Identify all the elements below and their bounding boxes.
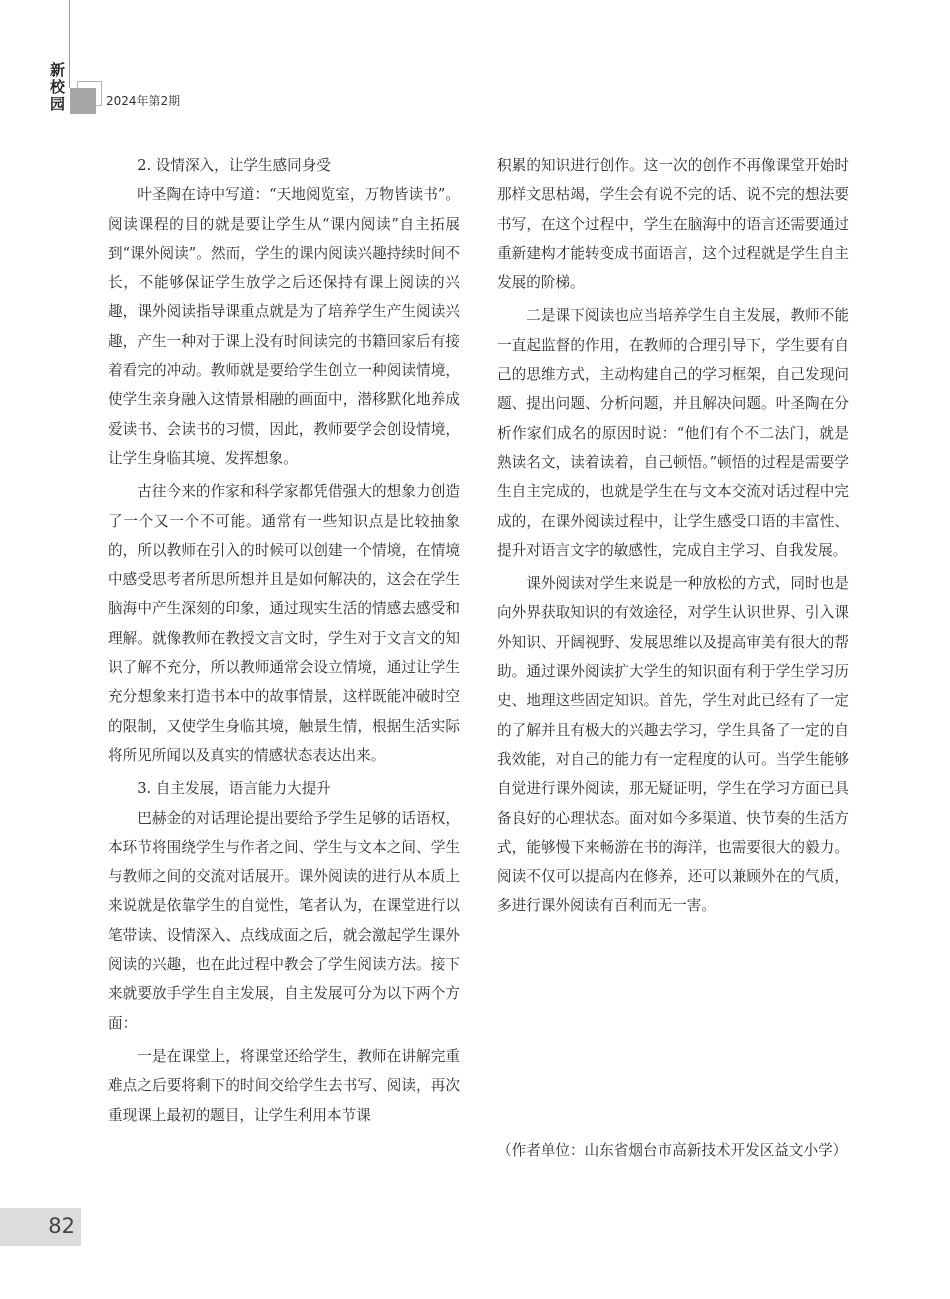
brand-char: 园 — [50, 95, 66, 113]
issue-label: 2024年第2期 — [106, 94, 181, 108]
brand-char: 校 — [50, 78, 66, 96]
section-heading: 2. 设情深入，让学生感同身受 — [137, 157, 331, 174]
header-rule — [69, 0, 70, 88]
brand-char: 新 — [50, 61, 66, 79]
page-number: 82 — [48, 1214, 75, 1238]
page-number-box — [0, 1208, 81, 1246]
paragraph: 巴赫金的对话理论提出要给予学生足够的话语权，本环节将围绕学生与作者之间、学生与文本之间、学生与教师之间的交流对话展开。课外阅读的进行从本质上来说就是依靠学生的自觉性，笔者认为，在课堂进行以笔带读、设情深入、点线成面之后，就会激起学生课外阅读的兴趣，也在此过程中教会了学生阅读方法。接下来就要放手学生自主发展，自主发展可分为以下两个方面： — [108, 809, 460, 1032]
section-heading: 3. 自主发展，语言能力大提升 — [137, 780, 331, 798]
paragraph: 二是课下阅读也应当培养学生自主发展，教师不能一直起监督的作用，在教师的合理引导下，学生要有自己的思维方式，主动构建自己的学习框架，自己发现问题、提出问题、分析问题，并且解决问题。叶圣陶在分析作家们成名的原因时说：“他们有个不二法门，就是熟读名文，读着读着，自己顿悟。”顿悟的过程是需要学生自主完成的，也就是学生在与文本交流对话过程中完成的，在课外阅读过程中，让学生感受口语的丰富性、提升对语言文字的敏感性，完成自主学习、自我发展。 — [497, 307, 849, 559]
paragraph-continued: 积累的知识进行创作。这一次的创作不再像课堂开始时那样文思枯竭，学生会有说不完的话、说不完的想法要书写，在这个过程中，学生在脑海中的语言还需要通过重新建构才能转变成书面语言，这个过程就是学生自主发展的阶梯。 — [497, 157, 849, 292]
paragraph: 课外阅读对学生来说是一种放松的方式，同时也是向外界获取知识的有效途径，对学生认识世界、引入课外知识、开阔视野、发展思维以及提高审美有很大的帮助。通过课外阅读扩大学生的知识面有利于学生学习历史、地理这些固定知识。首先，学生对此已经有了一定的了解并且有极大的兴趣去学习，学生具备了一定的自我效能，对自己的能力有一定程度的认可。当学生能够自觉进行课外阅读，那无疑证明，学生在学习方面已具备良好的心理状态。面对如今多渠道、快节奏的生活方式，能够慢下来畅游在书的海洋，也需要很大的毅力。阅读不仅可以提高内在修养，还可以兼顾外在的气质，多进行课外阅读有百利而无一害。 — [497, 575, 849, 915]
paragraph: 古往今来的作家和科学家都凭借强大的想象力创造了一个又一个不可能。通常有一些知识点是比较抽象的，所以教师在引入的时候可以创建一个情境，在情境中感受思考者所思所想并且是如何解决的，这会在学生脑海中产生深刻的印象，通过现实生活的情感去感受和理解。就像教师在教授文言文时，学生对于文言文的知识了解不充分，所以教师通常会设立情境，通过让学生充分想象来打造书本中的故事情景，这样既能冲破时空的限制，又使学生身临其境，触景生情，根据生活实际将所见所闻以及真实的情感状态表达出来。 — [108, 483, 460, 764]
paragraph: 叶圣陶在诗中写道：“天地阅览室，万物皆读书”。阅读课程的目的就是要让学生从“课内阅读”自主拓展到“课外阅读”。然而，学生的课内阅读兴趣持续时间不长，不能够保证学生放学之后还保持有课上阅读的兴趣，课外阅读指导课重点就是为了培养学生产生阅读兴趣，产生一种对于课上没有时间读完的书籍回家后有接着看完的冲动。教师就是要给学生创立一种阅读情境，使学生亲身融入这情景相融的画面中，潜移默化地养成爱读书、会读书的习惯，因此，教师要学会创设情境，让学生身临其境、发挥想象。 — [108, 186, 460, 467]
right-column — [497, 151, 849, 925]
paragraph: 一是在课堂上，将课堂还给学生，教师在讲解完重难点之后要将剩下的时间交给学生去书写、阅读，再次重现课上最初的题目，让学生利用本节课 — [108, 1047, 460, 1124]
left-column — [108, 151, 460, 1134]
decor-gray-square — [70, 88, 96, 114]
journal-brand — [50, 62, 68, 113]
author-affiliation: （作者单位：山东省烟台市高新技术开发区益文小学） — [497, 1142, 848, 1159]
